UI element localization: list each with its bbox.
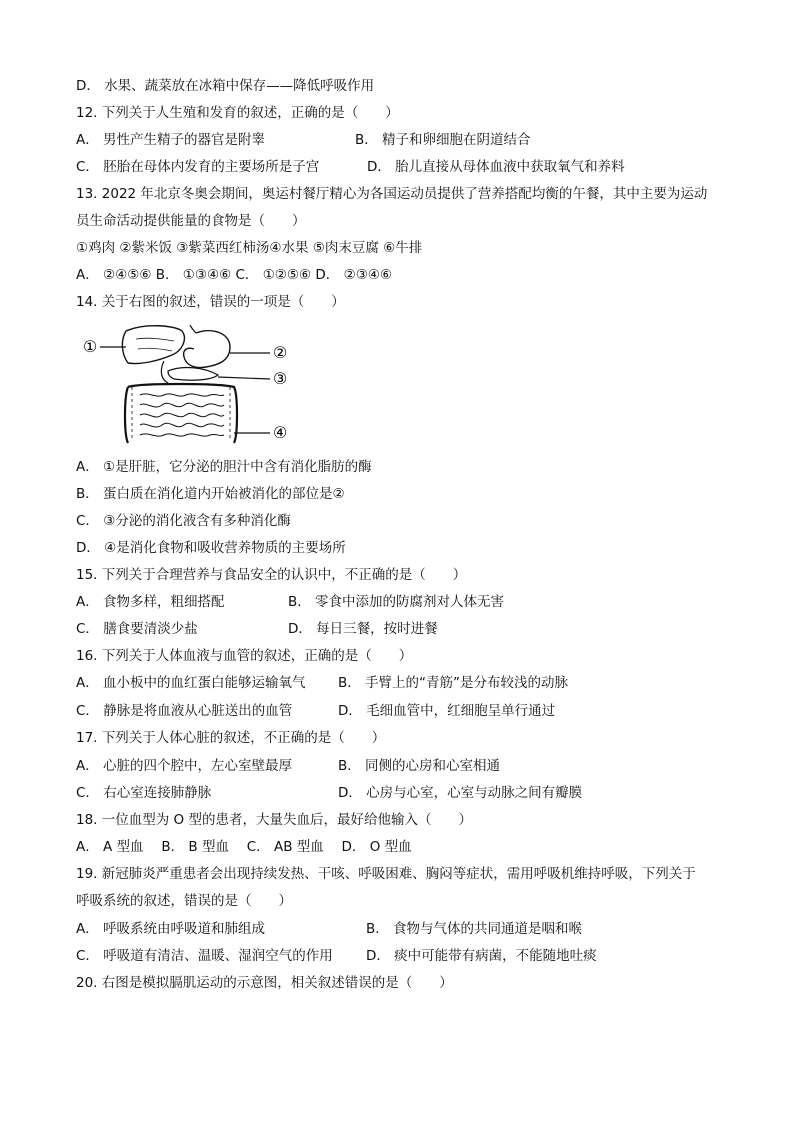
- q19-option-d: D． 痰中可能带有病菌，不能随地吐痰: [366, 948, 597, 964]
- figure-label-3: ③: [272, 369, 288, 388]
- q19-option-a: A． 呼吸系统由呼吸道和肺组成: [76, 921, 266, 937]
- liver-shape: [122, 326, 184, 364]
- q17-stem: 17. 下列关于人体心脏的叙述，不正确的是（ ）: [76, 730, 386, 746]
- q12-stem: 12. 下列关于人生殖和发育的叙述，正确的是（ ）: [76, 105, 399, 121]
- q20-stem: 20. 右图是模拟膈肌运动的示意图，相关叙述错误的是（ ）: [76, 975, 453, 991]
- q16-option-b: B． 手臂上的“青筋”是分布较浅的动脉: [338, 675, 569, 691]
- q16-option-a: A． 血小板中的血红蛋白能够运输氧气: [76, 675, 306, 691]
- q19-stem-line2: 呼吸系统的叙述，错误的是（ ）: [76, 893, 292, 909]
- q16-option-c: C． 静脉是将血液从心脏送出的血管: [76, 703, 293, 719]
- q15-option-d: D． 每日三餐，按时进餐: [288, 621, 438, 637]
- figure-label-1: ①: [82, 337, 98, 356]
- q17-option-c: C． 右心室连接肺静脉: [76, 785, 212, 801]
- q14-option-a: A． ①是肝脏，它分泌的胆汁中含有消化脂肪的酶: [76, 459, 372, 475]
- q19-option-c: C． 呼吸道有清洁、温暖、湿润空气的作用: [76, 948, 333, 964]
- q15-stem: 15. 下列关于合理营养与食品安全的认识中，不正确的是（ ）: [76, 567, 467, 583]
- q18-stem: 18. 一位血型为 O 型的患者，大量失血后，最好给他输入（ ）: [76, 812, 472, 828]
- q12-option-b: B． 精子和卵细胞在阴道结合: [355, 132, 531, 148]
- q19-option-b: B． 食物与气体的共同通道是咽和喉: [366, 921, 583, 937]
- q12-option-d: D． 胎儿直接从母体血液中获取氧气和养料: [367, 159, 625, 175]
- figure-label-2: ②: [272, 343, 288, 362]
- q17-option-b: B． 同侧的心房和心室相通: [338, 758, 501, 774]
- q11-option-d: D． 水果、蔬菜放在冰箱中保存——降低呼吸作用: [76, 78, 375, 94]
- q14-option-b: B． 蛋白质在消化道内开始被消化的部位是②: [76, 486, 345, 502]
- figure-label-4: ④: [272, 423, 288, 442]
- q12-option-c: C． 胚胎在母体内发育的主要场所是子宫: [76, 159, 320, 175]
- q13-stem-line2: 员生命活动提供能量的食物是（ ）: [76, 213, 306, 229]
- pancreas-shape: [168, 368, 218, 381]
- q17-option-d: D． 心房与心室，心室与动脉之间有瓣膜: [338, 785, 583, 801]
- small-intestine-shape: [140, 394, 224, 436]
- q13-options: A． ②④⑤⑥ B． ①③④⑥ C． ①②⑤⑥ D． ②③④⑥: [76, 267, 392, 283]
- digestive-system-figure: [78, 325, 293, 445]
- q13-foods: ①鸡肉 ②紫米饭 ③紫菜西红柿汤④水果 ⑤肉末豆腐 ⑥牛排: [76, 240, 423, 256]
- q15-option-b: B． 零食中添加的防腐剂对人体无害: [288, 594, 505, 610]
- q14-stem: 14. 关于右图的叙述，错误的一项是（ ）: [76, 294, 345, 310]
- q15-option-a: A． 食物多样，粗细搭配: [76, 594, 225, 610]
- q14-option-d: D． ④是消化食物和吸收营养物质的主要场所: [76, 540, 346, 556]
- q12-option-a: A． 男性产生精子的器官是附睾: [76, 132, 266, 148]
- q16-stem: 16. 下列关于人体血液与血管的叙述，正确的是（ ）: [76, 648, 413, 664]
- q13-stem-line1: 13. 2022 年北京冬奥会期间，奥运村餐厅精心为各国运动员提供了营养搭配均衡的午餐，其中主要为运动: [76, 186, 708, 202]
- q17-option-a: A． 心脏的四个腔中，左心室壁最厚: [76, 758, 293, 774]
- q18-options: A． A 型血 B． B 型血 C． AB 型血 D． O 型血: [76, 839, 412, 855]
- q16-option-d: D． 毛细血管中，红细胞呈单行通过: [338, 703, 556, 719]
- q14-option-c: C． ③分泌的消化液含有多种消化酶: [76, 513, 291, 529]
- q15-option-c: C． 膳食要清淡少盐: [76, 621, 198, 637]
- stomach-shape: [184, 331, 230, 368]
- q19-stem-line1: 19. 新冠肺炎严重患者会出现持续发热、干咳、呼吸困难、胸闷等症状，需用呼吸机维持呼吸，下列关于: [76, 866, 696, 882]
